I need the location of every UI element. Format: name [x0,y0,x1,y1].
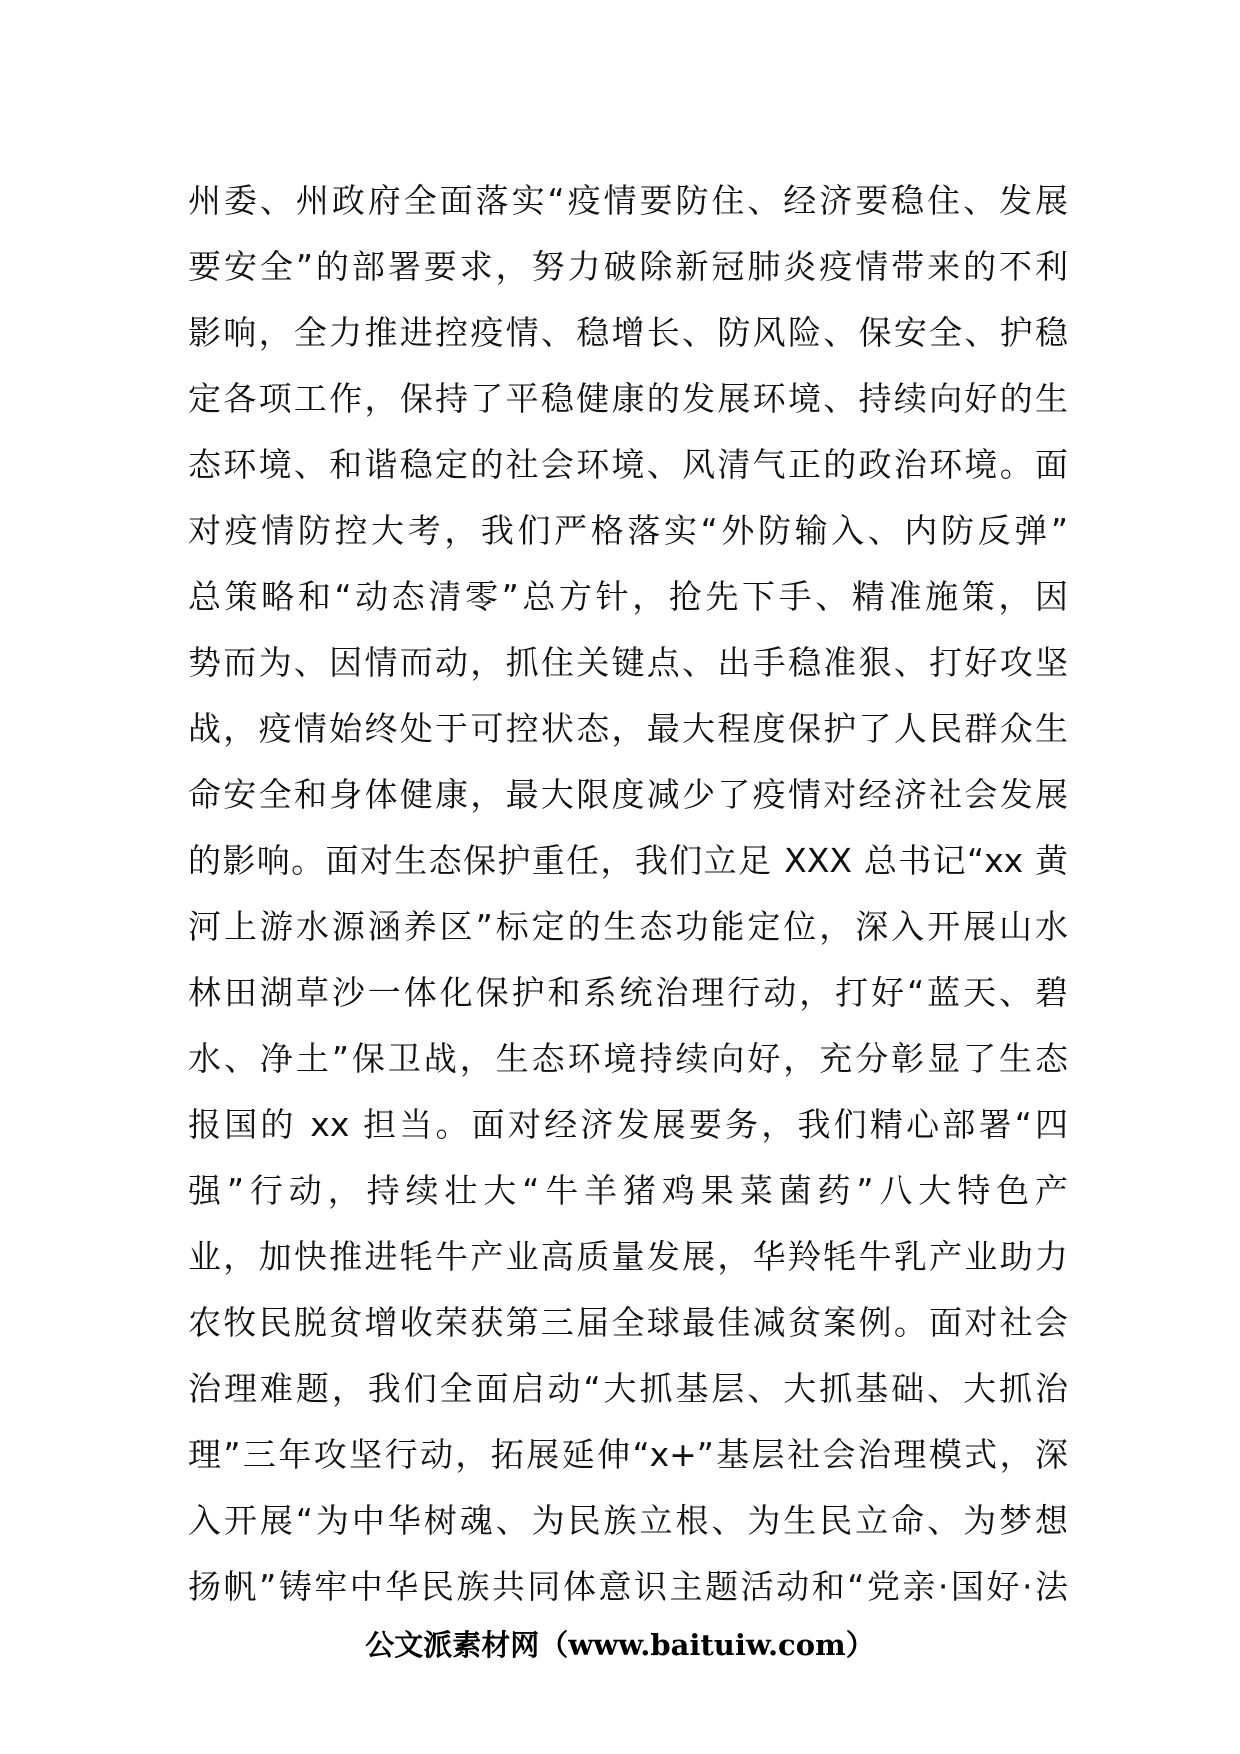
text-line-4: 定各项工作，保持了平稳健康的发展环境、持续向好的生 [188,379,1068,418]
text-line-22: 扬帆”铸牢中华民族共同体意识主题活动和“党亲·国好·法 [188,1567,1068,1606]
text-line-10: 命安全和身体健康，最大限度减少了疫情对经济社会发展 [188,775,1068,814]
text-line-2: 要安全”的部署要求，努力破除新冠肺炎疫情带来的不利 [188,247,1068,286]
text-line-20: 理”三年攻坚行动，拓展延伸“x+”基层社会治理模式，深 [188,1435,1068,1474]
text-line-13: 林田湖草沙一体化保护和系统治理行动，打好“蓝天、碧 [188,973,1068,1012]
text-line-21: 入开展“为中华树魂、为民族立根、为生民立命、为梦想 [188,1501,1068,1540]
text-line-3: 影响，全力推进控疫情、稳增长、防风险、保安全、护稳 [188,313,1068,352]
footer-watermark: 公文派素材网（www.baituiw.com） [365,1628,875,1662]
text-line-19: 治理难题，我们全面启动“大抓基层、大抓基础、大抓治 [188,1369,1068,1408]
text-line-7: 总策略和“动态清零”总方针，抢先下手、精准施策，因 [188,577,1068,616]
body-paragraph [188,168,1068,1620]
text-line-8: 势而为、因情而动，抓住关键点、出手稳准狠、打好攻坚 [188,643,1068,682]
text-line-14: 水、净土”保卫战，生态环境持续向好，充分彰显了生态 [188,1039,1068,1078]
text-line-9: 战，疫情始终处于可控状态，最大程度保护了人民群众生 [188,709,1068,748]
text-line-11: 的影响。面对生态保护重任，我们立足 XXX 总书记“xx 黄 [188,841,1068,880]
text-line-18: 农牧民脱贫增收荣获第三届全球最佳减贫案例。面对社会 [188,1303,1068,1342]
text-line-17: 业，加快推进牦牛产业高质量发展，华羚牦牛乳产业助力 [188,1237,1068,1276]
text-line-6: 对疫情防控大考，我们严格落实“外防输入、内防反弹” [188,511,1068,550]
text-line-5: 态环境、和谐稳定的社会环境、风清气正的政治环境。面 [188,445,1068,484]
text-line-1: 州委、州政府全面落实“疫情要防住、经济要稳住、发展 [188,181,1068,220]
text-line-15: 报国的 xx 担当。面对经济发展要务，我们精心部署“四 [188,1105,1068,1144]
text-line-16: 强”行动，持续壮大“牛羊猪鸡果菜菌药”八大特色产 [188,1171,1068,1210]
text-line-12: 河上游水源涵养区”标定的生态功能定位，深入开展山水 [188,907,1068,946]
